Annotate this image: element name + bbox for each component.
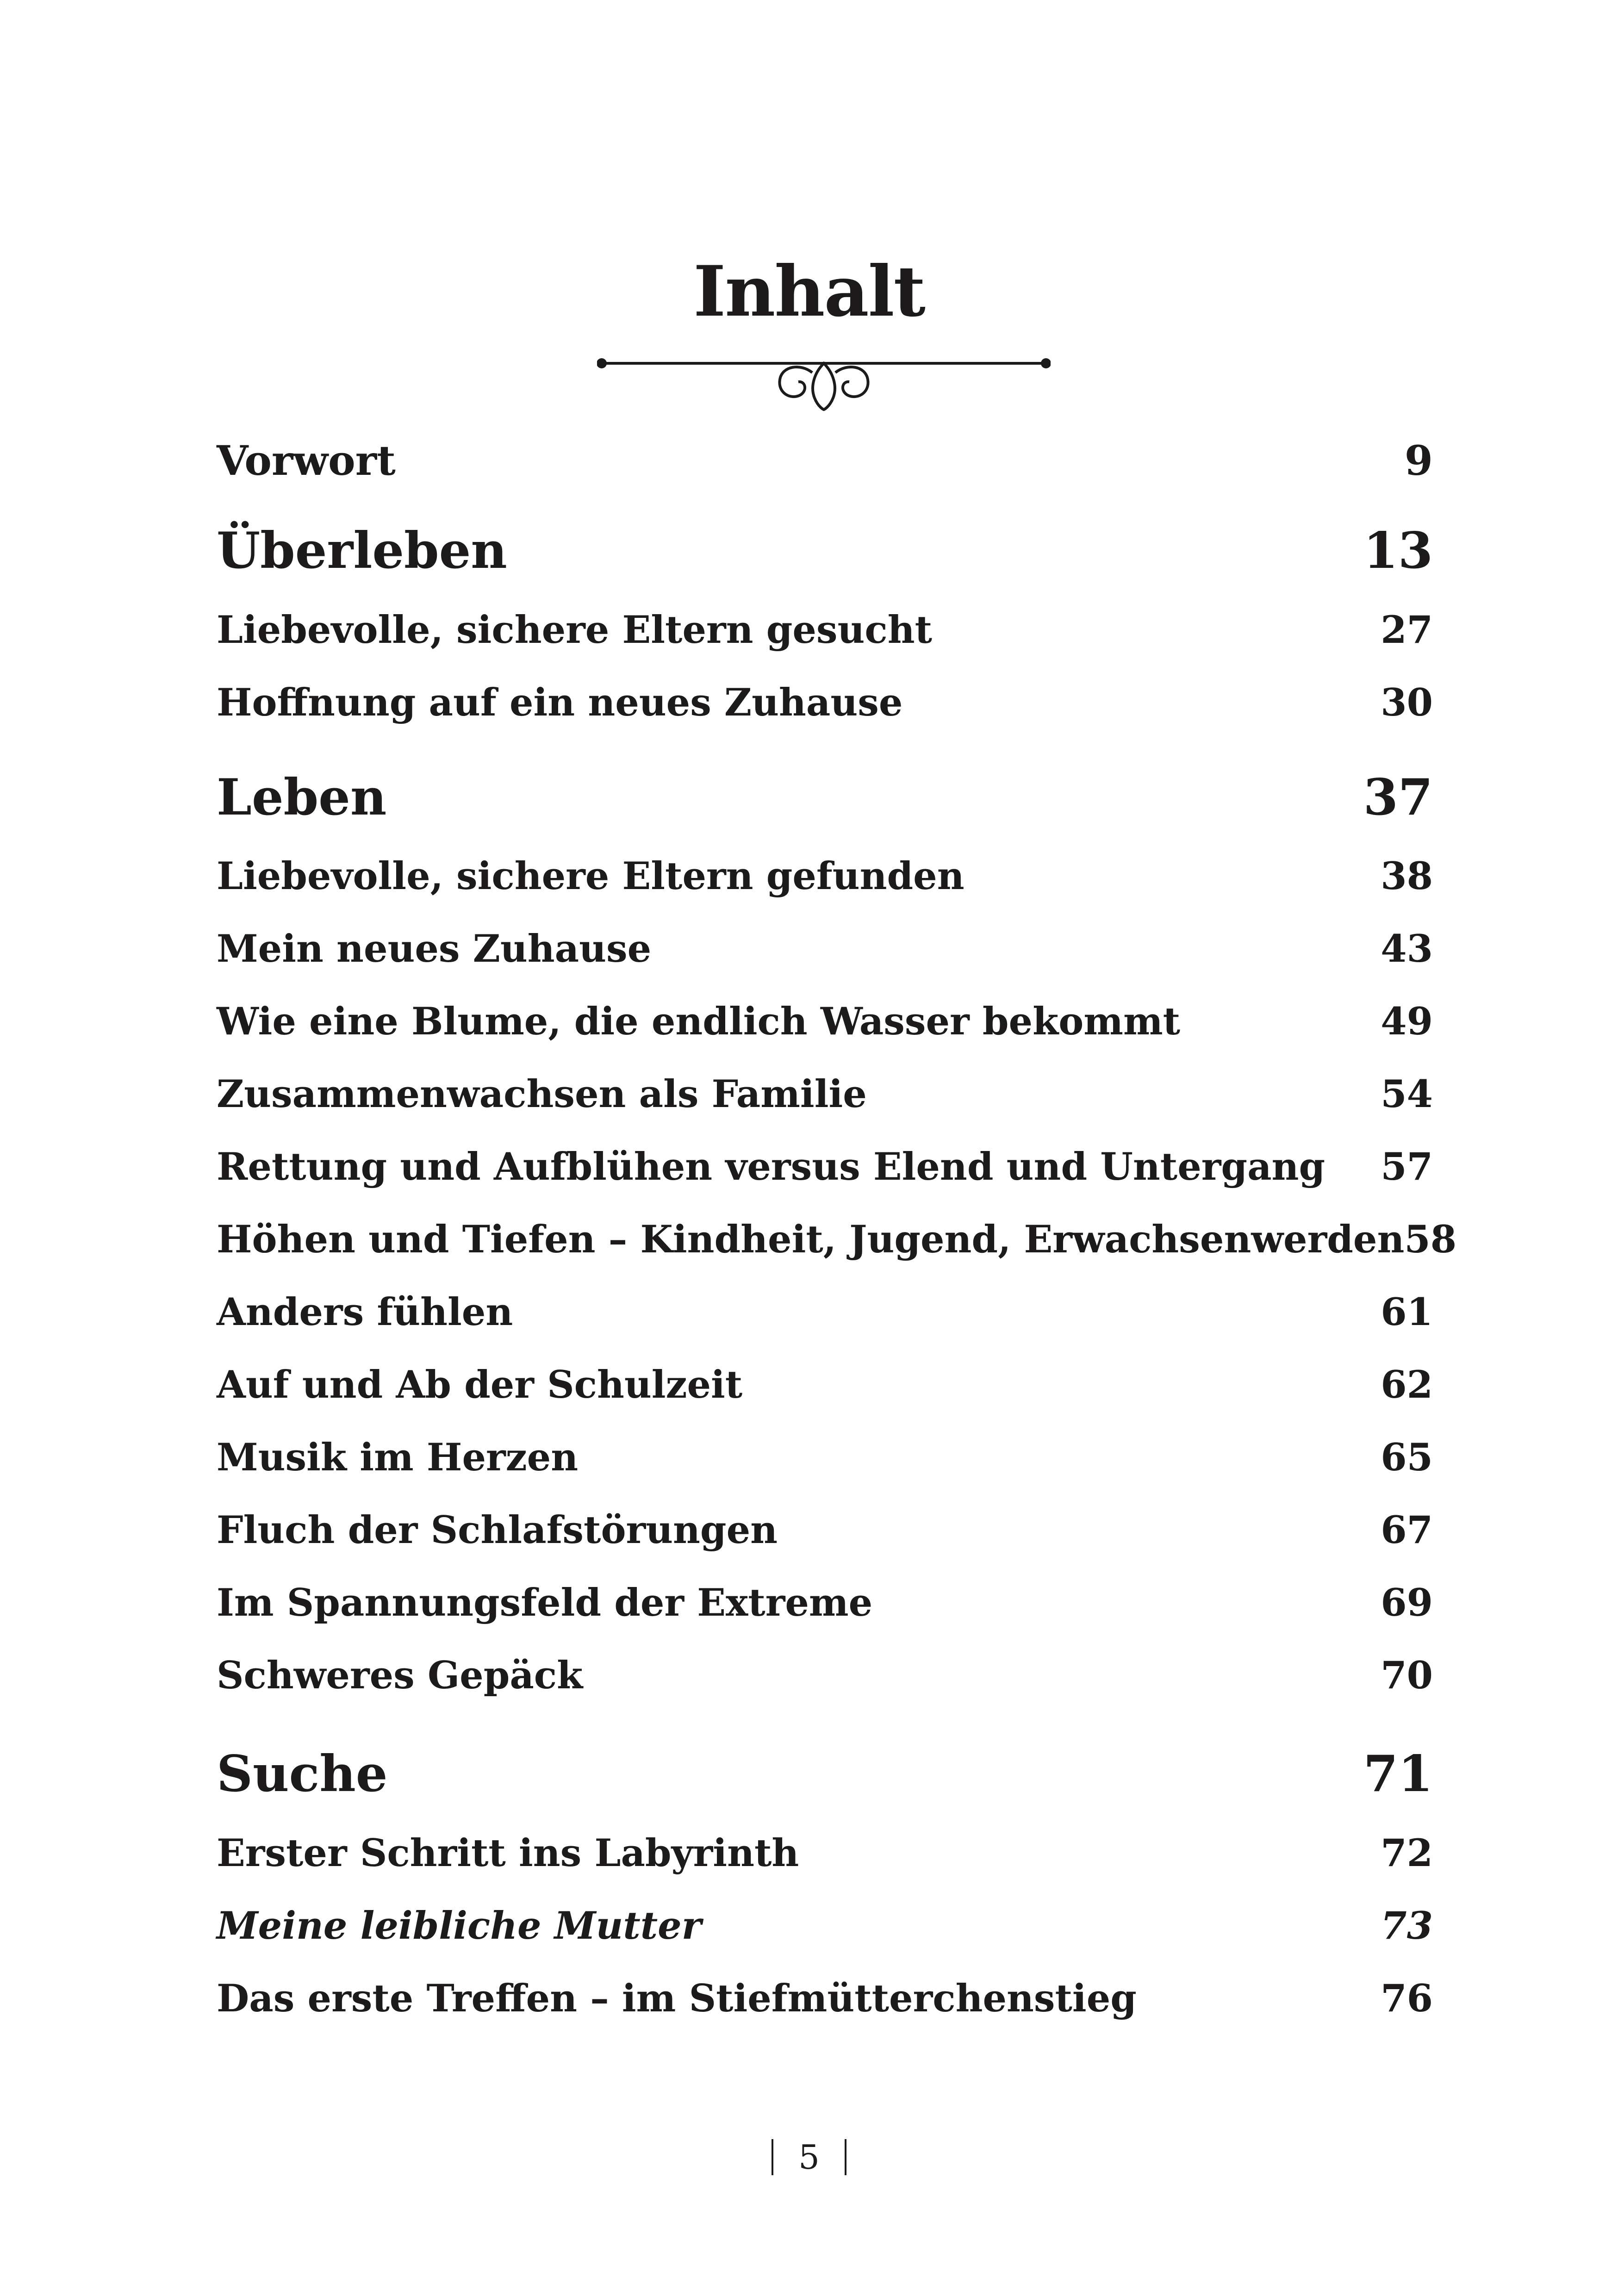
- page-title: Inhalt: [693, 251, 925, 332]
- toc-entry[interactable]: [217, 596, 1433, 656]
- toc-entry[interactable]: [217, 987, 1433, 1047]
- toc-entry[interactable]: [217, 1496, 1433, 1556]
- toc-entry-page: 54: [1381, 1072, 1433, 1116]
- toc-section-ueberleben[interactable]: [217, 523, 1433, 583]
- toc-entry-page: 9: [1404, 436, 1433, 485]
- toc-entry[interactable]: [217, 1278, 1433, 1338]
- toc-entry[interactable]: [217, 1205, 1457, 1265]
- toc-entry-label: Erster Schritt ins Labyrinth: [217, 1831, 799, 1875]
- toc-entry-label: Wie eine Blume, die endlich Wasser bekommt: [217, 1000, 1181, 1044]
- toc-entry-label: Liebevolle, sichere Eltern gefunden: [217, 854, 965, 898]
- toc-entry[interactable]: [217, 1350, 1433, 1411]
- toc-entry-page: 58: [1404, 1218, 1457, 1262]
- toc-entry-page: 61: [1381, 1290, 1433, 1334]
- toc-entry-page: 49: [1381, 1000, 1433, 1044]
- toc-entry-page: 43: [1381, 927, 1433, 971]
- toc-entry[interactable]: [217, 1819, 1433, 1879]
- toc-entry-label: Meine leibliche Mutter: [217, 1904, 702, 1948]
- folio-left-rule: [772, 2139, 773, 2175]
- toc-entry-page: 67: [1381, 1508, 1433, 1552]
- toc-section-label: Suche: [217, 1745, 388, 1803]
- toc-entry-label: Anders fühlen: [217, 1290, 513, 1334]
- toc-entry-label: Auf und Ab der Schulzeit: [217, 1363, 743, 1407]
- toc-entry-label: Musik im Herzen: [217, 1436, 579, 1480]
- toc-entry-page: 65: [1381, 1436, 1433, 1480]
- toc-section-leben[interactable]: [217, 770, 1433, 830]
- toc-section-page: 71: [1363, 1745, 1433, 1803]
- page-number: [0, 2134, 1618, 2178]
- toc-entry-page: 76: [1381, 1977, 1433, 2021]
- toc-entry[interactable]: [217, 1964, 1433, 2024]
- toc-entry-label: Schweres Gepäck: [217, 1654, 583, 1698]
- toc-entry-page: 30: [1381, 681, 1433, 725]
- toc-entry-label: Vorwort: [217, 436, 396, 485]
- toc-entry-page: 73: [1381, 1904, 1433, 1948]
- toc-section-page: 13: [1363, 522, 1433, 580]
- toc-entry-vorwort[interactable]: [217, 426, 1433, 486]
- toc-entry[interactable]: [217, 668, 1433, 728]
- toc-entry-label: Das erste Treffen – im Stiefmütterchenstieg: [217, 1977, 1137, 2021]
- toc-section-page: 37: [1363, 768, 1433, 827]
- toc-entry-label: Liebevolle, sichere Eltern gesucht: [217, 608, 933, 652]
- toc-entry-page: 70: [1381, 1654, 1433, 1698]
- toc-entry[interactable]: [217, 842, 1433, 902]
- toc-entry[interactable]: [217, 1060, 1433, 1120]
- toc-entry-page: 69: [1381, 1581, 1433, 1625]
- toc-section-label: Überleben: [217, 522, 507, 580]
- toc-entry[interactable]: [217, 1892, 1433, 1952]
- toc-entry-label: Im Spannungsfeld der Extreme: [217, 1581, 873, 1625]
- toc-section-label: Leben: [217, 768, 387, 827]
- folio-right-rule: [845, 2139, 846, 2175]
- scroll-ornament-icon: [597, 354, 1051, 414]
- toc-entry-page: 62: [1381, 1363, 1433, 1407]
- page-number-value: 5: [798, 2138, 820, 2177]
- toc-entry-page: 57: [1381, 1145, 1433, 1189]
- toc-entry[interactable]: [217, 1423, 1433, 1483]
- toc-entry-page: 27: [1381, 608, 1433, 652]
- toc-entry-label: Zusammenwachsen als Familie: [217, 1072, 867, 1116]
- toc-entry[interactable]: [217, 1132, 1433, 1193]
- toc-entry[interactable]: [217, 1568, 1433, 1629]
- toc-entry-label: Hoffnung auf ein neues Zuhause: [217, 681, 903, 725]
- toc-entry-label: Rettung und Aufblühen versus Elend und Untergang: [217, 1145, 1326, 1189]
- toc-entry-page: 38: [1381, 854, 1433, 898]
- toc-entry-label: Höhen und Tiefen – Kindheit, Jugend, Erwachsenwerden: [217, 1218, 1405, 1262]
- toc-entry[interactable]: [217, 1641, 1433, 1701]
- toc-entry[interactable]: [217, 915, 1433, 975]
- toc-entry-label: Fluch der Schlafstörungen: [217, 1508, 778, 1552]
- toc-entry-label: Mein neues Zuhause: [217, 927, 652, 971]
- toc-entry-page: 72: [1381, 1831, 1433, 1875]
- toc-section-suche[interactable]: [217, 1746, 1433, 1806]
